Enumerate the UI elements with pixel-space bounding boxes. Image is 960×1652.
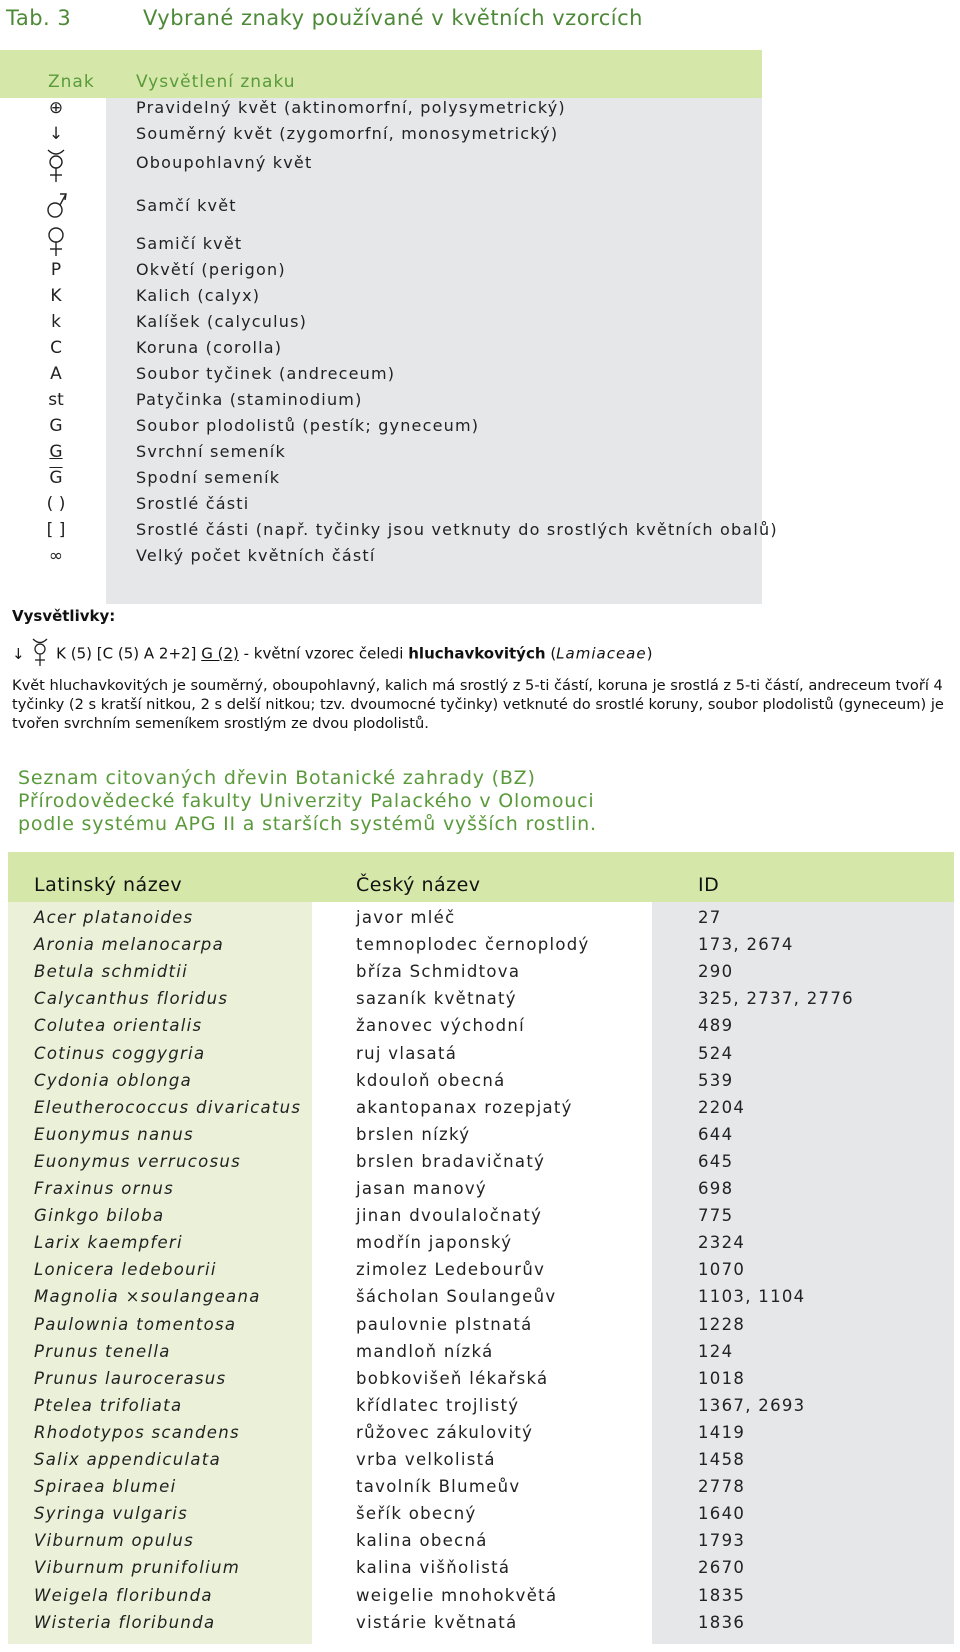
table-row (8, 1287, 954, 1314)
latin-name-cell: Eleutherococcus divaricatus (34, 1097, 302, 1117)
overline-g-sign: $\overline{G}$ (49, 468, 63, 488)
circle-plus-icon: ⊕ (48, 98, 64, 118)
czech-name-cell: vrba velkolistá (356, 1450, 496, 1469)
family-name: hluchavkovitých (408, 644, 546, 663)
czech-name-cell: modřín japonský (356, 1233, 513, 1253)
id-cell: 1103, 1104 (698, 1287, 806, 1307)
czech-name-cell: sazaník květnatý (356, 989, 517, 1009)
table-row (8, 1098, 954, 1125)
male-flower-icon (40, 188, 72, 222)
czech-name-cell: tavolník Blumeův (356, 1477, 521, 1497)
table-row (8, 1125, 954, 1152)
formula-description: Květ hluchavkovitých je souměrný, oboupohlavný, kalich má srostlý z 5-ti částí, koruna je srostlá z 5-ti částí, andreceum tvoří 4 tyčinky (2 s kratší nitkou, 2 s delší nitkou; tzv. dvoumocné tyčinky) vetknuté do srostlé koruny, soubor plodolistů (gyneceum) je tvořen svrchním semeníkem srostlým ze dvou plodolistů. (12, 677, 944, 732)
czech-name-cell: jinan dvoulaločnatý (356, 1206, 543, 1226)
czech-name-cell: kalina obecná (356, 1531, 488, 1551)
symbol-description: Velký počet květních částí (136, 546, 376, 565)
latin-name-cell: Syringa vulgaris (34, 1504, 189, 1524)
latin-name-cell: Fraxinus ornus (34, 1179, 175, 1198)
bisexual-flower-icon (40, 148, 72, 184)
symbol-description: Patyčinka (staminodium) (136, 390, 363, 409)
symbol-sign: A (50, 364, 62, 384)
id-cell: 1228 (698, 1314, 746, 1334)
table-row (8, 962, 954, 989)
latin-name-cell: Euonymus nanus (34, 1124, 194, 1144)
symbol-table (0, 50, 778, 604)
czech-name-cell: akantopanax rozepjatý (356, 1097, 573, 1117)
table-row (8, 989, 954, 1016)
table-row (8, 1396, 954, 1423)
female-flower-icon (40, 226, 72, 258)
symbol-description: Oboupohlavný květ (136, 153, 313, 172)
list-title-line: Seznam citovaných dřevin Botanické zahrady (BZ) (18, 767, 536, 789)
column-header-latin: Latinský název (34, 874, 183, 896)
czech-name-cell: bříza Schmidtova (356, 962, 521, 982)
czech-name-cell: křídlatec trojlistý (356, 1395, 520, 1415)
symbol-sign: st (48, 390, 64, 410)
explanation-heading: Vysvětlivky: (12, 607, 116, 625)
id-cell: 2204 (698, 1097, 746, 1117)
latin-name-cell: Prunus laurocerasus (34, 1368, 227, 1388)
table-row (8, 1071, 954, 1098)
id-cell: 1367, 2693 (698, 1395, 806, 1415)
table-row (8, 1369, 954, 1396)
symbol-description: Svrchní semeník (136, 442, 286, 461)
table-row (8, 1179, 954, 1206)
list-title (18, 767, 597, 836)
latin-name-cell: Magnolia ×soulangeana (34, 1287, 261, 1307)
table-row (8, 1477, 954, 1504)
symbol-description: Srostlé části (136, 494, 250, 513)
symbol-sign: G (49, 416, 63, 436)
symbol-description: Soubor tyčinek (andreceum) (136, 364, 396, 383)
symbol-sign: [ ] (46, 520, 66, 540)
table-row (8, 908, 954, 935)
trees-table (8, 852, 954, 1644)
latin-name-cell: Betula schmidtii (34, 962, 189, 982)
latin-name-cell: Weigela floribunda (34, 1585, 213, 1605)
czech-name-cell: javor mléč (356, 908, 456, 927)
czech-name-cell: růžovec zákulovitý (356, 1422, 534, 1442)
symbol-sign: K (50, 286, 62, 306)
trees-table-header (8, 852, 954, 902)
formula-gyneceum: G (2) (201, 644, 239, 663)
latin-name-cell: Ptelea trifoliata (34, 1395, 183, 1415)
latin-name-cell: Aronia melanocarpa (34, 935, 224, 955)
latin-name-cell: Spiraea blumei (34, 1477, 177, 1497)
table-row (8, 935, 954, 962)
latin-name-cell: Calycanthus floridus (34, 989, 229, 1009)
list-title-line: podle systému APG II a starších systémů vyšších rostlin. (18, 813, 597, 835)
czech-name-cell: bobkovišeň lékařská (356, 1368, 549, 1388)
czech-name-cell: kalina višňolistá (356, 1558, 511, 1578)
latin-name-cell: Ginkgo biloba (34, 1206, 165, 1226)
latin-name-cell: Acer platanoides (34, 908, 194, 927)
table-row (8, 1558, 954, 1585)
latin-name-cell: Cotinus coggygria (34, 1043, 206, 1063)
id-cell: 2778 (698, 1477, 746, 1497)
czech-name-cell: žanovec východní (356, 1016, 526, 1036)
id-cell: 1458 (698, 1450, 746, 1469)
underline-g-sign: G (49, 442, 63, 462)
czech-name-cell: vistárie květnatá (356, 1612, 518, 1632)
symbol-description: Spodní semeník (136, 468, 281, 487)
symbol-description: Pravidelný květ (aktinomorfní, polysymetrický) (136, 98, 566, 117)
czech-name-cell: šeřík obecný (356, 1504, 477, 1524)
czech-name-cell: temnoplodec černoplodý (356, 935, 590, 955)
latin-name-cell: Euonymus verrucosus (34, 1151, 242, 1171)
id-cell: 1793 (698, 1531, 746, 1551)
symbol-sign: ( ) (46, 494, 66, 514)
latin-name-cell: Viburnum opulus (34, 1531, 194, 1551)
czech-name-cell: šácholan Soulangeův (356, 1287, 557, 1307)
id-cell: 524 (698, 1043, 734, 1063)
latin-name-cell: Rhodotypos scandens (34, 1422, 240, 1442)
latin-name-cell: Lonicera ledebourii (34, 1260, 217, 1280)
symbol-description: Kalich (calyx) (136, 286, 261, 305)
latin-name-cell: Viburnum prunifolium (34, 1558, 241, 1578)
column-header-czech: Český název (356, 874, 481, 896)
arrow-down-icon: ↓ (12, 645, 25, 663)
table-title: Vybrané znaky používané v květních vzorcích (143, 6, 643, 30)
column-header-sign: Znak (48, 72, 95, 92)
id-cell: 1070 (698, 1260, 746, 1280)
czech-name-cell: paulovnie plstnatá (356, 1314, 533, 1334)
czech-name-cell: ruj vlasatá (356, 1043, 458, 1063)
id-cell: 27 (698, 908, 722, 927)
column-header-explanation: Vysvětlení znaku (136, 72, 296, 92)
id-cell: 1419 (698, 1422, 746, 1442)
table-row (8, 1152, 954, 1179)
list-title-line: Přírodovědecké fakulty Univerzity Palackého v Olomouci (18, 790, 595, 812)
formula-text: K (5) [C (5) A 2+2] (56, 644, 197, 663)
table-row (8, 1531, 954, 1558)
table-row (8, 1206, 954, 1233)
latin-name-cell: Cydonia oblonga (34, 1070, 193, 1090)
id-cell: 698 (698, 1179, 734, 1198)
symbol-description: Koruna (corolla) (136, 338, 283, 357)
czech-name-cell: brslen nízký (356, 1124, 471, 1144)
latin-name-cell: Prunus tenella (34, 1341, 171, 1361)
column-header-id: ID (698, 874, 720, 896)
symbol-description: Samčí květ (136, 196, 237, 215)
id-cell: 644 (698, 1124, 734, 1144)
table-row (8, 1260, 954, 1287)
symbol-description: Okvětí (perigon) (136, 260, 286, 279)
latin-name-cell: Larix kaempferi (34, 1233, 183, 1253)
latin-name-cell: Paulownia tomentosa (34, 1314, 237, 1334)
flower-formula: ↓ K (5) [C (5) A 2+2] G (2) - květní vzorec čeledi hluchavkovitých (Lamiaceae) (12, 637, 652, 671)
id-cell: 124 (698, 1341, 734, 1361)
symbol-description: Kalíšek (calyculus) (136, 312, 308, 331)
table-row (8, 1016, 954, 1043)
czech-name-cell: zimolez Ledebourův (356, 1260, 546, 1280)
czech-name-cell: weigelie mnohokvětá (356, 1585, 558, 1605)
table-row (8, 1613, 954, 1640)
id-cell: 2670 (698, 1558, 746, 1578)
czech-name-cell: brslen bradavičnatý (356, 1151, 546, 1171)
symbol-table-header (0, 50, 762, 98)
bisexual-flower-icon (29, 637, 51, 671)
id-cell: 645 (698, 1151, 734, 1171)
id-cell: 2324 (698, 1233, 746, 1253)
id-cell: 325, 2737, 2776 (698, 989, 854, 1009)
latin-name-cell: Salix appendiculata (34, 1450, 221, 1469)
latin-name-cell: Wisteria floribunda (34, 1612, 216, 1632)
table-row (8, 1586, 954, 1613)
table-row (8, 1450, 954, 1477)
id-cell: 1836 (698, 1612, 746, 1632)
arrow-down-icon: ↓ (48, 124, 64, 144)
symbol-description: Soubor plodolistů (pestík; gyneceum) (136, 416, 480, 435)
czech-name-cell: kdouloň obecná (356, 1070, 506, 1090)
symbol-description: Souměrný květ (zygomorfní, monosymetrický) (136, 124, 559, 143)
symbol-description: Srostlé části (např. tyčinky jsou vetknuty do srostlých květních obalů) (136, 520, 778, 539)
id-cell: 1835 (698, 1585, 746, 1605)
table-number: Tab. 3 (6, 6, 72, 30)
czech-name-cell: mandloň nízká (356, 1341, 494, 1361)
table-row (8, 1233, 954, 1260)
formula-caption: - květní vzorec čeledi (238, 644, 409, 663)
symbol-description: Samičí květ (136, 234, 243, 253)
symbol-sign: C (50, 338, 62, 358)
id-cell: 173, 2674 (698, 935, 794, 955)
table-row (8, 1044, 954, 1071)
id-cell: 775 (698, 1206, 734, 1226)
infinity-icon: ∞ (48, 546, 64, 566)
table-row (8, 1315, 954, 1342)
id-cell: 489 (698, 1016, 734, 1036)
latin-name-cell: Colutea orientalis (34, 1016, 203, 1036)
table-row (8, 1504, 954, 1531)
id-cell: 1018 (698, 1368, 746, 1388)
symbol-sign: P (50, 260, 62, 280)
id-cell: 1640 (698, 1504, 746, 1524)
table-row (8, 1342, 954, 1369)
symbol-sign: k (51, 312, 61, 332)
family-latin-name: Lamiaceae (556, 644, 647, 663)
czech-name-cell: jasan manový (356, 1179, 487, 1198)
id-cell: 539 (698, 1070, 734, 1090)
id-cell: 290 (698, 962, 734, 982)
table-row (8, 1423, 954, 1450)
